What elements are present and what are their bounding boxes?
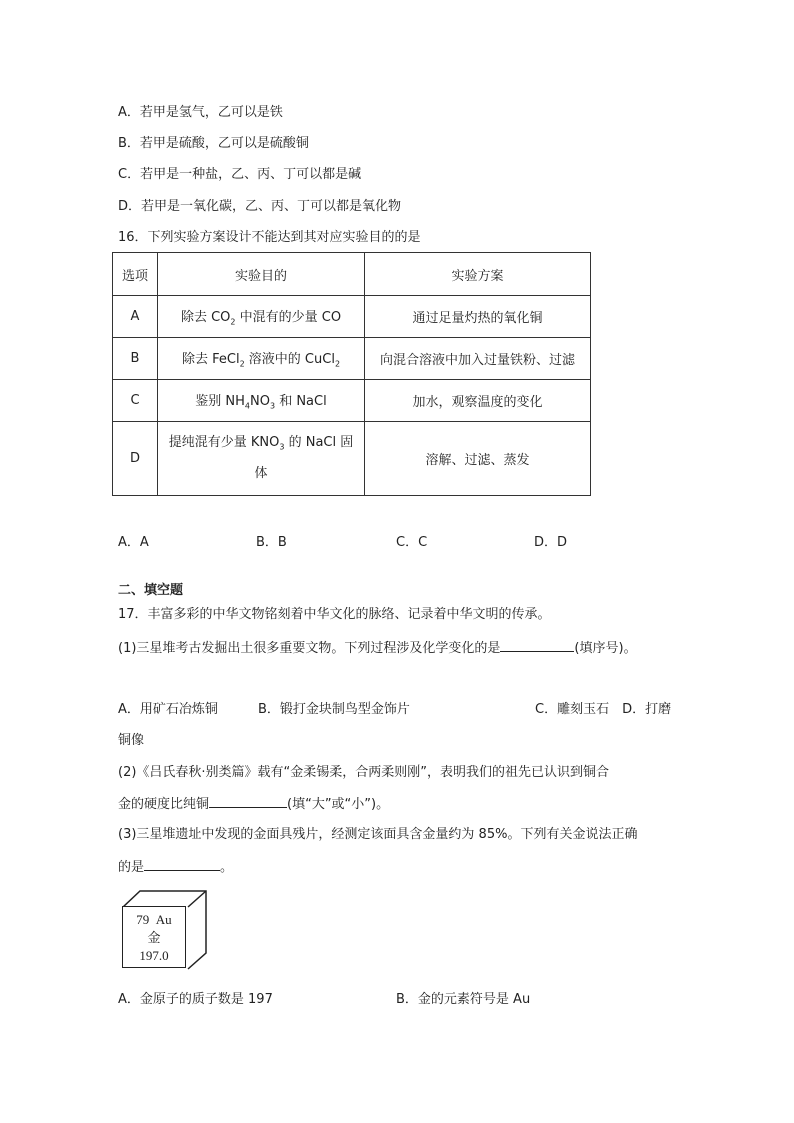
element-name: 金 <box>147 930 161 945</box>
q15-option-b: B．若甲是硫酸，乙可以是硫酸铜 <box>118 136 309 151</box>
q17-stem: 17．丰富多彩的中华文物铭刻着中华文化的脉络、记录着中华文明的传承。 <box>118 607 551 622</box>
q16-table <box>112 252 591 496</box>
q16-choice-c: C．C <box>396 535 428 550</box>
row-option: A <box>113 296 158 338</box>
answer-blank[interactable] <box>500 637 574 652</box>
table-row <box>113 338 591 380</box>
row-plan: 通过足量灼热的氧化铜 <box>365 296 591 338</box>
row-option: D <box>113 422 158 496</box>
q16-choice-d: D．D <box>534 535 568 550</box>
q15-option-a: A．若甲是氢气，乙可以是铁 <box>118 105 283 120</box>
header-plan: 实验方案 <box>365 253 591 296</box>
q17-part1: (1)三星堆考古发掘出土很多重要文物。下列过程涉及化学变化的是 (填序号)。 <box>118 637 637 659</box>
q17-part2-line2: 金的硬度比纯铜 (填“大”或“小”)。 <box>118 793 389 815</box>
element-card-front <box>122 906 186 968</box>
element-number-symbol: 79 Au <box>136 912 172 927</box>
q17-part3-line1: (3)三星堆遗址中发现的金面具残片，经测定该面具含金量约为 85%。下列有关金说法正确 <box>118 827 638 842</box>
q17-p3-option-a: A．金原子的质子数是 197 <box>118 992 273 1007</box>
answer-blank[interactable] <box>209 793 287 808</box>
row-option: C <box>113 380 158 422</box>
row-goal: 除去 $CO_2$ 中混有的少量 CO <box>158 296 365 338</box>
row-goal: 提纯混有少量 $KNO_3$ 的 NaCl 固 体 <box>158 422 365 496</box>
answer-blank[interactable] <box>144 856 220 871</box>
table-row <box>113 422 591 496</box>
q17-p1-option-cont: 铜像 <box>118 733 145 748</box>
header-option: 选项 <box>113 253 158 296</box>
q16-choice-a: A．A <box>118 535 149 550</box>
q17-p1-option-a: A．用矿石冶炼铜 <box>118 702 218 717</box>
table-row <box>113 380 591 422</box>
element-mass: 197.0 <box>139 948 169 963</box>
q17-p1-option-cd: C．雕刻玉石 D．打磨 <box>535 702 672 717</box>
row-plan: 向混合溶液中加入过量铁粉、过滤 <box>365 338 591 380</box>
table-header-row <box>113 253 591 296</box>
row-plan: 溶解、过滤、蒸发 <box>365 422 591 496</box>
q17-part3-line2: 的是 。 <box>118 856 233 878</box>
row-goal: 除去 FeCl$_2$ 溶液中的 CuCl$_2$ <box>158 338 365 380</box>
q17-part2-line1: (2)《吕氏春秋·别类篇》载有“金柔锡柔，合两柔则刚”，表明我们的祖先已认识到铜合 <box>118 765 610 780</box>
q16-choice-b: B．B <box>256 535 287 550</box>
row-goal: 鉴别 $NH_4NO_3$ 和 NaCl <box>158 380 365 422</box>
q15-option-c: C．若甲是一种盐，乙、丙、丁可以都是碱 <box>118 167 362 182</box>
element-card-au <box>122 890 206 970</box>
section-title: 二、填空题 <box>118 583 184 598</box>
header-goal: 实验目的 <box>158 253 365 296</box>
table-row <box>113 296 591 338</box>
q15-option-d: D．若甲是一氧化碳，乙、丙、丁可以都是氧化物 <box>118 199 402 214</box>
row-option: B <box>113 338 158 380</box>
row-plan: 加水，观察温度的变化 <box>365 380 591 422</box>
q17-p3-option-b: B．金的元素符号是 Au <box>396 992 531 1007</box>
q16-stem: 16．下列实验方案设计不能达到其对应实验目的的是 <box>118 230 421 245</box>
q17-p1-option-b: B．锻打金块制鸟型金饰片 <box>258 702 410 717</box>
